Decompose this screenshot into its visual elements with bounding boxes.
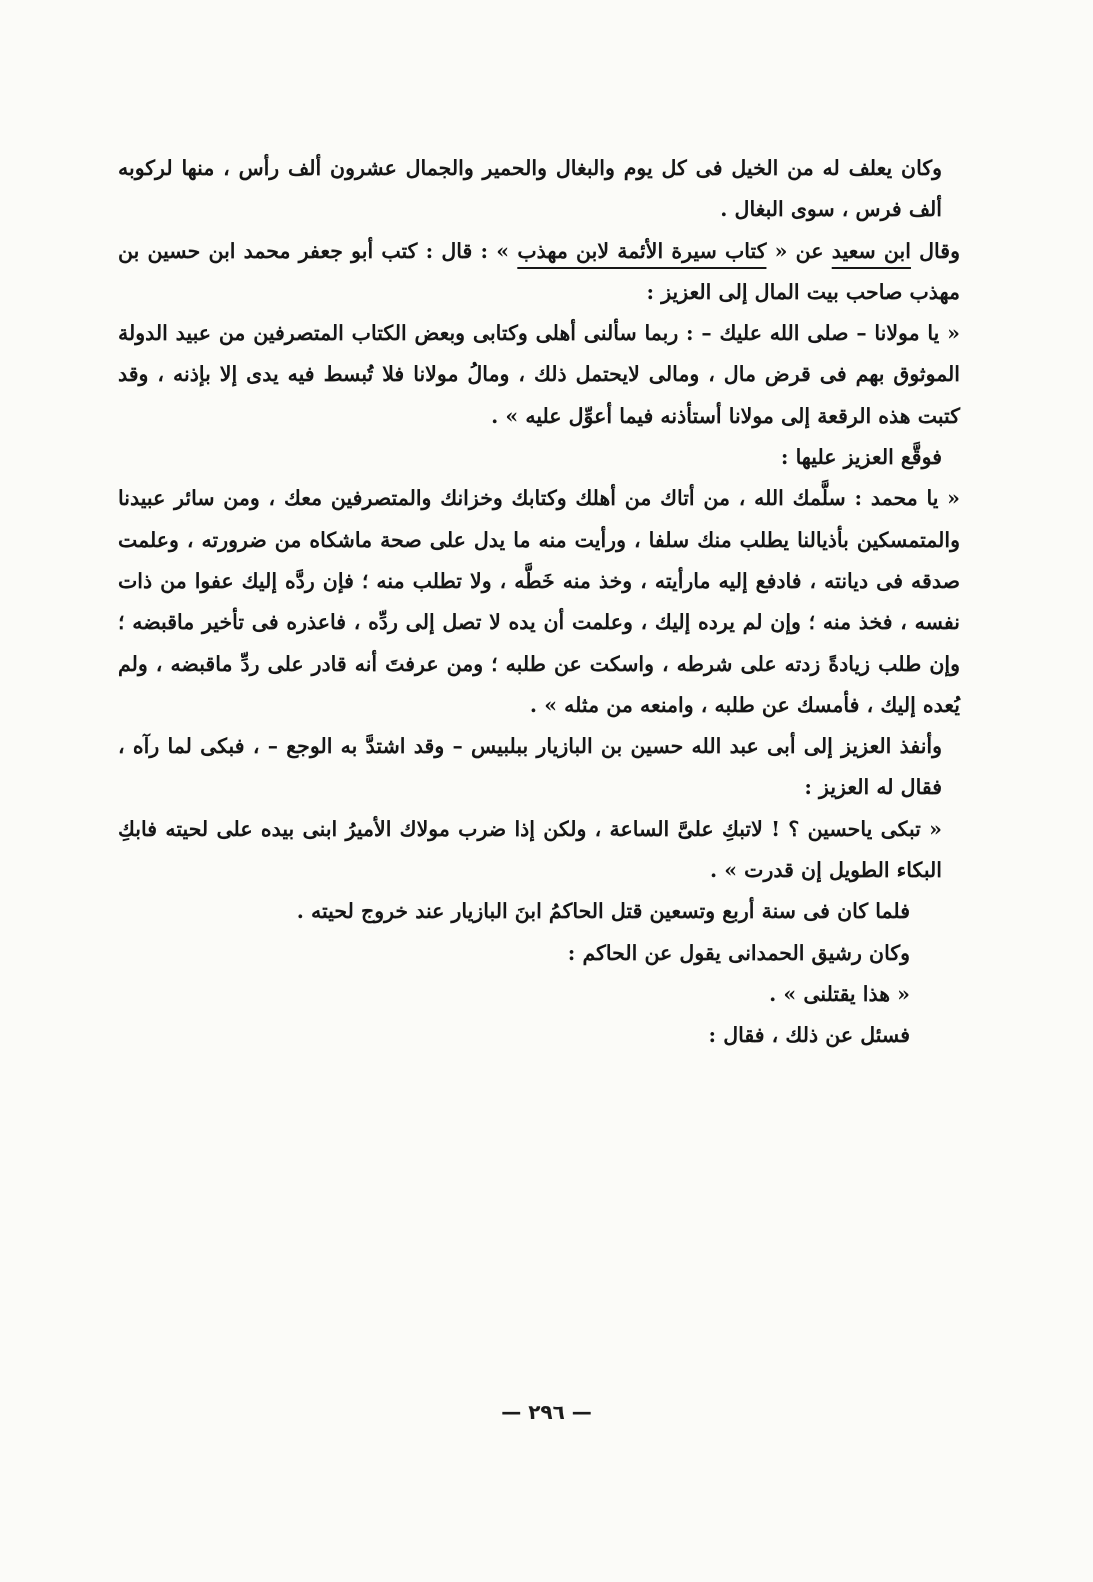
paragraph <box>118 231 960 314</box>
page-number: — ٢٩٦ — <box>501 1400 592 1424</box>
paragraph: « يا مولانا – صلى الله عليك – : ربما سألنى أهلى وكتابى وبعض الكتاب المتصرفين من عبيد الدولة الموثوق بهم فى قرض مال ، ومالى لايحتمل ذلك ، ومالُ مولانا فلا تُبسط فيه يدى إلا بإذنه ، وقد كتبت هذه الرقعة إلى مولانا أستأذنه فيما أعوِّل عليه » . <box>118 321 960 428</box>
text-run: وقال <box>910 238 960 263</box>
paragraph: وكان يعلف له من الخيل فى كل يوم والبغال والحمير والجمال عشرون ألف رأس ، منها لركوبه ألف فرس ، سوى البغال . <box>118 156 942 222</box>
paragraph: فسئل عن ذلك ، فقال : <box>708 1023 910 1048</box>
text-run: عن « <box>766 238 832 263</box>
underlined-author: ابن سعيد <box>831 238 911 263</box>
paragraph: وكان رشيق الحمدانى يقول عن الحاكم : <box>567 940 910 965</box>
paragraph: فلما كان فى سنة أربع وتسعين قتل الحاكمُ ابنَ البازيار عند خروج لحيته . <box>296 899 910 924</box>
body-text <box>118 148 960 1057</box>
paragraph: « هذا يقتلنى » . <box>769 981 910 1006</box>
text-run: » : قال : كتب أبو جعفر محمد ابن حسين بن مهذب صاحب بيت المال إلى العزيز : <box>118 238 960 304</box>
underlined-book-title: كتاب سيرة الأئمة لابن مهذب <box>517 238 767 263</box>
paragraph: وأنفذ العزيز إلى أبى عبد الله حسين بن البازيار ببلبيس – وقد اشتدَّ به الوجع – ، فبكى لما رآه ، فقال له العزيز : <box>118 734 942 800</box>
paragraph: فوقَّع العزيز عليها : <box>780 445 942 470</box>
paragraph: « يا محمد : سلَّمك الله ، من أتاك من أهلك وكتابك وخزانك والمتصرفين معك ، ومن سائر عبيدنا والمتمسكين بأذيالنا يطلب منك سلفا ، ورأيت منه ما يدل على صحة ماشكاه من ضرورته ، وعلمت صدقه فى ديانته ، فادفع إليه مارأيته ، وخذ منه خَطَّه ، ولا تطلب منه ؛ فإن ردَّه إليك عفوا من ذات نفسه ، فخذ منه ؛ وإن لم يرده إليك ، وعلمت أن يده لا تصل إلى ردِّه ، فاعذره فى تأخير ماقبضه ؛ وإن طلب زيادةً زدته على شرطه ، واسكت عن طلبه ؛ ومن عرفتَ أنه قادر على ردِّ ماقبضه ، ولم يُعده إليك ، فأمسك عن طلبه ، وامنعه من مثله » . <box>118 486 960 717</box>
paragraph: « تبكى ياحسين ؟ ! لاتبكِ علىَّ الساعة ، ولكن إذا ضرب مولاك الأميرُ ابنى بيده على لحيته فابكِ البكاء الطويل إن قدرت » . <box>118 816 942 883</box>
